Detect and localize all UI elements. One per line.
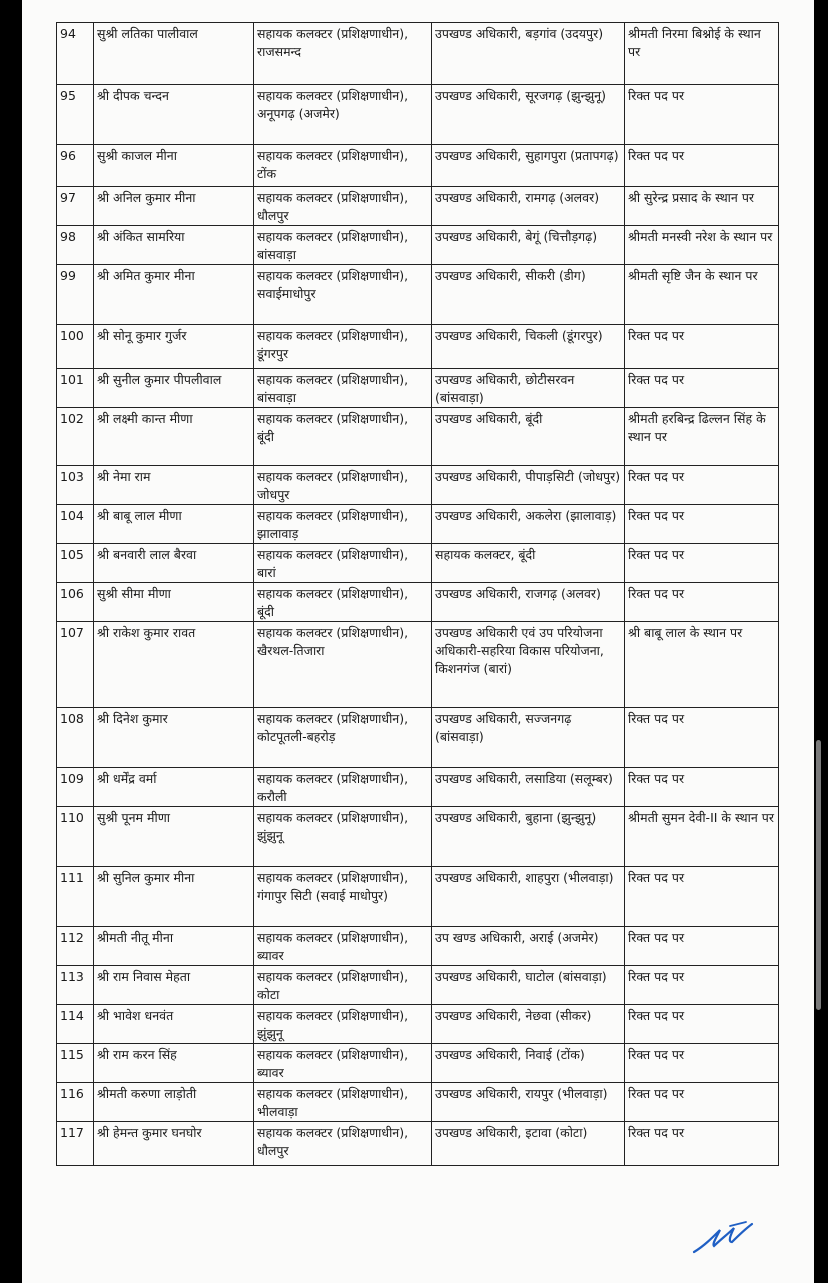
cell-new-post: उपखण्ड अधिकारी, बूंदी bbox=[432, 408, 625, 466]
cell-name: सुश्री लतिका पालीवाल bbox=[94, 23, 254, 85]
cell-name: श्री भावेश धनवंत bbox=[94, 1005, 254, 1044]
cell-remark: रिक्त पद पर bbox=[625, 867, 779, 927]
cell-remark: श्री सुरेन्द्र प्रसाद के स्थान पर bbox=[625, 187, 779, 226]
cell-remark: रिक्त पद पर bbox=[625, 466, 779, 505]
cell-remark: रिक्त पद पर bbox=[625, 1044, 779, 1083]
cell-current-post: सहायक कलक्टर (प्रशिक्षणाधीन), सवाईमाधोपुर bbox=[254, 265, 432, 325]
cell-number: 104 bbox=[57, 505, 94, 544]
cell-number: 108 bbox=[57, 708, 94, 768]
cell-remark: श्रीमती सृष्टि जैन के स्थान पर bbox=[625, 265, 779, 325]
cell-current-post: सहायक कलक्टर (प्रशिक्षणाधीन), डूंगरपुर bbox=[254, 325, 432, 369]
table-row bbox=[57, 927, 779, 966]
cell-number: 117 bbox=[57, 1122, 94, 1166]
cell-remark: रिक्त पद पर bbox=[625, 768, 779, 807]
cell-number: 106 bbox=[57, 583, 94, 622]
cell-new-post: उप खण्ड अधिकारी, अराई (अजमेर) bbox=[432, 927, 625, 966]
cell-new-post: सहायक कलक्टर, बूंदी bbox=[432, 544, 625, 583]
table-row bbox=[57, 867, 779, 927]
cell-remark: रिक्त पद पर bbox=[625, 544, 779, 583]
cell-remark: श्रीमती सुमन देवी-II के स्थान पर bbox=[625, 807, 779, 867]
cell-number: 107 bbox=[57, 622, 94, 708]
cell-name: श्री दिनेश कुमार bbox=[94, 708, 254, 768]
table-row bbox=[57, 23, 779, 85]
document-page bbox=[22, 0, 814, 1283]
table-row bbox=[57, 708, 779, 768]
cell-name: श्री राकेश कुमार रावत bbox=[94, 622, 254, 708]
cell-number: 94 bbox=[57, 23, 94, 85]
cell-name: सुश्री पूनम मीणा bbox=[94, 807, 254, 867]
cell-remark: रिक्त पद पर bbox=[625, 369, 779, 408]
cell-current-post: सहायक कलक्टर (प्रशिक्षणाधीन), धौलपुर bbox=[254, 1122, 432, 1166]
cell-current-post: सहायक कलक्टर (प्रशिक्षणाधीन), कोटा bbox=[254, 966, 432, 1005]
table-row bbox=[57, 265, 779, 325]
cell-new-post: उपखण्ड अधिकारी, अकलेरा (झालावाड़) bbox=[432, 505, 625, 544]
cell-number: 97 bbox=[57, 187, 94, 226]
cell-name: श्री राम करन सिंह bbox=[94, 1044, 254, 1083]
cell-name: श्रीमती करुणा लाड़ोती bbox=[94, 1083, 254, 1122]
cell-remark: रिक्त पद पर bbox=[625, 1083, 779, 1122]
cell-current-post: सहायक कलक्टर (प्रशिक्षणाधीन), बूंदी bbox=[254, 583, 432, 622]
cell-current-post: सहायक कलक्टर (प्रशिक्षणाधीन), झालावाड़ bbox=[254, 505, 432, 544]
cell-current-post: सहायक कलक्टर (प्रशिक्षणाधीन), भीलवाड़ा bbox=[254, 1083, 432, 1122]
cell-current-post: सहायक कलक्टर (प्रशिक्षणाधीन), धौलपुर bbox=[254, 187, 432, 226]
cell-current-post: सहायक कलक्टर (प्रशिक्षणाधीन), बूंदी bbox=[254, 408, 432, 466]
cell-current-post: सहायक कलक्टर (प्रशिक्षणाधीन), बांसवाड़ा bbox=[254, 369, 432, 408]
cell-current-post: सहायक कलक्टर (प्रशिक्षणाधीन), बारां bbox=[254, 544, 432, 583]
table-row bbox=[57, 1122, 779, 1166]
cell-name: श्रीमती नीतू मीना bbox=[94, 927, 254, 966]
cell-new-post: उपखण्ड अधिकारी, बुहाना (झुन्झुनू) bbox=[432, 807, 625, 867]
cell-current-post: सहायक कलक्टर (प्रशिक्षणाधीन), खैरथल-तिजारा bbox=[254, 622, 432, 708]
table-row bbox=[57, 1005, 779, 1044]
table-row bbox=[57, 505, 779, 544]
cell-current-post: सहायक कलक्टर (प्रशिक्षणाधीन), जोधपुर bbox=[254, 466, 432, 505]
cell-remark: रिक्त पद पर bbox=[625, 325, 779, 369]
cell-remark: रिक्त पद पर bbox=[625, 85, 779, 145]
cell-number: 112 bbox=[57, 927, 94, 966]
cell-remark: रिक्त पद पर bbox=[625, 1122, 779, 1166]
cell-number: 101 bbox=[57, 369, 94, 408]
cell-remark: रिक्त पद पर bbox=[625, 708, 779, 768]
cell-remark: रिक्त पद पर bbox=[625, 966, 779, 1005]
table-row bbox=[57, 369, 779, 408]
cell-number: 110 bbox=[57, 807, 94, 867]
table-row bbox=[57, 226, 779, 265]
scrollbar[interactable] bbox=[816, 740, 821, 1010]
cell-current-post: सहायक कलक्टर (प्रशिक्षणाधीन), टोंक bbox=[254, 145, 432, 187]
cell-new-post: उपखण्ड अधिकारी, रामगढ़ (अलवर) bbox=[432, 187, 625, 226]
table-row bbox=[57, 622, 779, 708]
cell-current-post: सहायक कलक्टर (प्रशिक्षणाधीन), ब्यावर bbox=[254, 927, 432, 966]
cell-new-post: उपखण्ड अधिकारी, नेछवा (सीकर) bbox=[432, 1005, 625, 1044]
cell-number: 113 bbox=[57, 966, 94, 1005]
cell-remark: रिक्त पद पर bbox=[625, 583, 779, 622]
table-row bbox=[57, 807, 779, 867]
cell-new-post: उपखण्ड अधिकारी, बड़गांव (उदयपुर) bbox=[432, 23, 625, 85]
cell-number: 114 bbox=[57, 1005, 94, 1044]
table-row bbox=[57, 966, 779, 1005]
cell-current-post: सहायक कलक्टर (प्रशिक्षणाधीन), ब्यावर bbox=[254, 1044, 432, 1083]
cell-new-post: उपखण्ड अधिकारी, घाटोल (बांसवाड़ा) bbox=[432, 966, 625, 1005]
cell-new-post: उपखण्ड अधिकारी, सुहागपुरा (प्रतापगढ़) bbox=[432, 145, 625, 187]
cell-remark: श्रीमती मनस्वी नरेश के स्थान पर bbox=[625, 226, 779, 265]
cell-number: 115 bbox=[57, 1044, 94, 1083]
table-row bbox=[57, 1083, 779, 1122]
cell-name: श्री सोनू कुमार गुर्जर bbox=[94, 325, 254, 369]
cell-current-post: सहायक कलक्टर (प्रशिक्षणाधीन), राजसमन्द bbox=[254, 23, 432, 85]
cell-name: श्री बनवारी लाल बैरवा bbox=[94, 544, 254, 583]
cell-name: श्री लक्ष्मी कान्त मीणा bbox=[94, 408, 254, 466]
cell-current-post: सहायक कलक्टर (प्रशिक्षणाधीन), करौली bbox=[254, 768, 432, 807]
cell-new-post: उपखण्ड अधिकारी, पीपाड़सिटी (जोधपुर) bbox=[432, 466, 625, 505]
posting-table bbox=[56, 22, 779, 1166]
table-row bbox=[57, 85, 779, 145]
table-row bbox=[57, 466, 779, 505]
cell-number: 111 bbox=[57, 867, 94, 927]
cell-remark: रिक्त पद पर bbox=[625, 1005, 779, 1044]
cell-new-post: उपखण्ड अधिकारी एवं उप परियोजना अधिकारी-सहरिया विकास परियोजना, किशनगंज (बारां) bbox=[432, 622, 625, 708]
cell-new-post: उपखण्ड अधिकारी, राजगढ़ (अलवर) bbox=[432, 583, 625, 622]
cell-number: 116 bbox=[57, 1083, 94, 1122]
cell-name: श्री अमित कुमार मीना bbox=[94, 265, 254, 325]
table-row bbox=[57, 768, 779, 807]
cell-number: 103 bbox=[57, 466, 94, 505]
cell-name: श्री अंकित सामरिया bbox=[94, 226, 254, 265]
cell-new-post: उपखण्ड अधिकारी, निवाई (टोंक) bbox=[432, 1044, 625, 1083]
cell-current-post: सहायक कलक्टर (प्रशिक्षणाधीन), बांसवाड़ा bbox=[254, 226, 432, 265]
cell-name: सुश्री सीमा मीणा bbox=[94, 583, 254, 622]
cell-new-post: उपखण्ड अधिकारी, सूरजगढ़ (झुन्झुनू) bbox=[432, 85, 625, 145]
cell-new-post: उपखण्ड अधिकारी, रायपुर (भीलवाड़ा) bbox=[432, 1083, 625, 1122]
table-row bbox=[57, 1044, 779, 1083]
cell-name: श्री दीपक चन्दन bbox=[94, 85, 254, 145]
cell-new-post: उपखण्ड अधिकारी, शाहपुरा (भीलवाड़ा) bbox=[432, 867, 625, 927]
cell-name: श्री अनिल कुमार मीना bbox=[94, 187, 254, 226]
table-row bbox=[57, 145, 779, 187]
cell-new-post: उपखण्ड अधिकारी, सज्जनगढ़ (बांसवाड़ा) bbox=[432, 708, 625, 768]
cell-name: श्री सुनिल कुमार मीना bbox=[94, 867, 254, 927]
cell-number: 100 bbox=[57, 325, 94, 369]
cell-number: 96 bbox=[57, 145, 94, 187]
cell-new-post: उपखण्ड अधिकारी, इटावा (कोटा) bbox=[432, 1122, 625, 1166]
signature-icon bbox=[690, 1208, 760, 1258]
table-row bbox=[57, 187, 779, 226]
cell-remark: श्रीमती निरमा बिश्नोई के स्थान पर bbox=[625, 23, 779, 85]
cell-new-post: उपखण्ड अधिकारी, छोटीसरवन (बांसवाड़ा) bbox=[432, 369, 625, 408]
cell-current-post: सहायक कलक्टर (प्रशिक्षणाधीन), गंगापुर सिटी (सवाई माधोपुर) bbox=[254, 867, 432, 927]
table-row bbox=[57, 544, 779, 583]
cell-current-post: सहायक कलक्टर (प्रशिक्षणाधीन), कोटपूतली-बहरोड़ bbox=[254, 708, 432, 768]
cell-remark: रिक्त पद पर bbox=[625, 927, 779, 966]
cell-current-post: सहायक कलक्टर (प्रशिक्षणाधीन), अनूपगढ़ (अजमेर) bbox=[254, 85, 432, 145]
cell-name: श्री नेमा राम bbox=[94, 466, 254, 505]
cell-number: 102 bbox=[57, 408, 94, 466]
cell-number: 105 bbox=[57, 544, 94, 583]
cell-current-post: सहायक कलक्टर (प्रशिक्षणाधीन), झुंझुनू bbox=[254, 807, 432, 867]
cell-name: श्री हेमन्त कुमार घनघोर bbox=[94, 1122, 254, 1166]
cell-remark: श्रीमती हरबिन्द्र ढिल्लन सिंह के स्थान पर bbox=[625, 408, 779, 466]
cell-name: सुश्री काजल मीना bbox=[94, 145, 254, 187]
cell-number: 99 bbox=[57, 265, 94, 325]
cell-name: श्री बाबू लाल मीणा bbox=[94, 505, 254, 544]
cell-new-post: उपखण्ड अधिकारी, लसाडिया (सलूम्बर) bbox=[432, 768, 625, 807]
cell-name: श्री सुनील कुमार पीपलीवाल bbox=[94, 369, 254, 408]
cell-remark: श्री बाबू लाल के स्थान पर bbox=[625, 622, 779, 708]
cell-name: श्री धर्मेंद्र वर्मा bbox=[94, 768, 254, 807]
cell-remark: रिक्त पद पर bbox=[625, 505, 779, 544]
cell-number: 98 bbox=[57, 226, 94, 265]
cell-new-post: उपखण्ड अधिकारी, सीकरी (डीग) bbox=[432, 265, 625, 325]
table-row bbox=[57, 408, 779, 466]
cell-new-post: उपखण्ड अधिकारी, बेगूं (चित्तौड़गढ़) bbox=[432, 226, 625, 265]
cell-current-post: सहायक कलक्टर (प्रशिक्षणाधीन), झुंझुनू bbox=[254, 1005, 432, 1044]
cell-name: श्री राम निवास मेहता bbox=[94, 966, 254, 1005]
table-row bbox=[57, 325, 779, 369]
cell-number: 109 bbox=[57, 768, 94, 807]
cell-number: 95 bbox=[57, 85, 94, 145]
cell-new-post: उपखण्ड अधिकारी, चिकली (डूंगरपुर) bbox=[432, 325, 625, 369]
cell-remark: रिक्त पद पर bbox=[625, 145, 779, 187]
table-row bbox=[57, 583, 779, 622]
posting-table-body bbox=[57, 23, 779, 1166]
